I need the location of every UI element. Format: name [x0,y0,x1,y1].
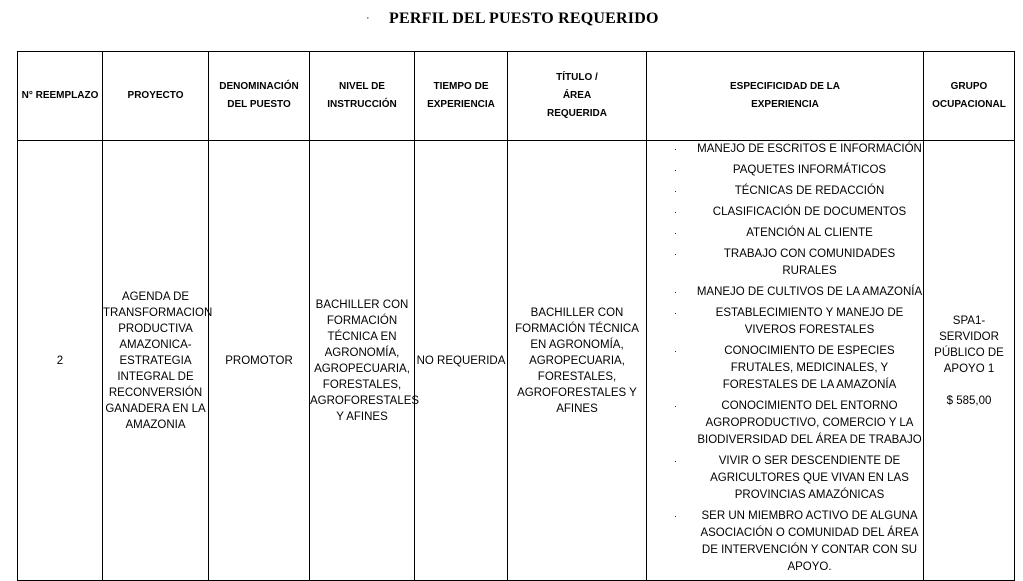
header-denominacion-line1: DENOMINACIÓN [219,81,299,92]
list-item-text: VIVIR O SER DESCENDIENTE DE AGRICULTORES QUE VIVAN EN LAS PROVINCIAS AMAZÓNICAS [710,455,909,501]
bullet-icon: · [674,511,677,521]
document-title: PERFIL DEL PUESTO REQUERIDO [389,10,659,27]
list-item-text: TÉCNICAS DE REDACCIÓN [734,185,885,197]
list-item [647,305,923,339]
bullet-icon: · [674,346,677,356]
list-item-text: TRABAJO CON COMUNIDADES RURALES [723,248,896,277]
list-item-text: MANEJO DE CULTIVOS DE LA AMAZONÍA [696,286,923,298]
cell-grupo [924,141,1015,581]
header-especificidad-line1: ESPECIFICIDAD DE LA [729,81,840,92]
cell-tiempo: NO REQUERIDA [415,141,508,581]
bullet-icon: · [674,401,677,411]
list-item [647,225,923,242]
bullet-icon: · [674,249,677,259]
list-item [647,508,923,576]
header-nivel-line1: NIVEL DE [339,81,385,92]
header-reemplazo-label: N° REEMPLAZO [21,90,99,101]
header-proyecto [103,52,209,141]
list-item-text: CONOCIMIENTO DEL ENTORNO AGROPRODUCTIVO, COMERCIO Y LA BIODIVERSIDAD DEL ÁREA DE TRABAJO [697,400,922,446]
list-item [647,343,923,394]
list-item [647,204,923,221]
especificidad-list [647,141,923,576]
bullet-icon: · [674,144,677,154]
bullet-icon: · [674,456,677,466]
header-especificidad [647,52,924,141]
cell-titulo: BACHILLER CON FORMACIÓN TÉCNICA EN AGRONOMÍA, AGROPECUARIA, FORESTALES, AGROFORESTALES Y AFINES [508,141,647,581]
list-item-text: CLASIFICACIÓN DE DOCUMENTOS [712,206,907,218]
list-item-text: MANEJO DE ESCRITOS E INFORMACIÓN [697,143,922,155]
header-proyecto-label: PROYECTO [127,90,184,101]
cell-reemplazo: 2 [18,141,103,581]
header-titulo-line3: REQUERIDA [546,108,607,119]
salary-value: $ 585,00 [946,394,992,407]
cell-nivel: BACHILLER CON FORMACIÓN TÉCNICA EN AGRONOMÍA, AGROPECUARIA, FORESTALES, AGROFORESTALES Y AFINES [310,141,415,581]
header-nivel [310,52,415,141]
header-grupo-line2: OCUPACIONAL [932,99,1006,110]
list-item [647,246,923,280]
cell-denominacion: PROMOTOR [209,141,310,581]
list-item [647,453,923,504]
list-item-text: ESTABLECIMIENTO Y MANEJO DE VIVEROS FORESTALES [715,307,904,336]
header-titulo-line1: TÍTULO / [556,72,598,83]
bullet-icon: · [674,165,677,175]
header-especificidad-line2: EXPERIENCIA [751,99,819,110]
list-item [647,162,923,179]
list-item [647,183,923,200]
list-item-text: CONOCIMIENTO DE ESPECIES FRUTALES, MEDICINALES, Y FORESTALES DE LA AMAZONÍA [722,345,897,391]
bullet-icon: · [674,287,677,297]
bullet-icon: · [674,207,677,217]
document-title-row [0,8,1023,34]
header-titulo [508,52,647,141]
header-row [18,52,1015,141]
header-denominacion-line2: DEL PUESTO [227,99,291,110]
cell-proyecto: AGENDA DE TRANSFORMACION PRODUCTIVA AMAZONICA-ESTRATEGIA INTEGRAL DE RECONVERSIÓN GANADERA EN LA AMAZONIA [103,141,209,581]
bullet-icon: · [674,308,677,318]
bullet-icon: · [674,186,677,196]
bullet-icon: · [674,228,677,238]
header-nivel-line2: INSTRUCCIÓN [327,99,397,110]
job-profile-table [17,51,1015,581]
header-grupo-line1: GRUPO [950,81,988,92]
header-tiempo [415,52,508,141]
list-item-text: SER UN MIEMBRO ACTIVO DE ALGUNA ASOCIACIÓN O COMUNIDAD DEL ÁREA DE INTERVENCIÓN Y CONTAR CON SU APOYO. [700,510,919,573]
header-reemplazo [18,52,103,141]
header-tiempo-line1: TIEMPO DE [433,81,489,92]
list-item [647,284,923,301]
title-bullet: · [366,12,370,24]
table-row [18,141,1015,581]
list-item-text: ATENCIÓN AL CLIENTE [746,227,873,239]
list-item [647,398,923,449]
cell-especificidad [647,141,924,581]
grupo-text: SPA1- SERVIDOR PÚBLICO DE APOYO 1 [934,314,1004,375]
header-tiempo-line2: EXPERIENCIA [427,99,495,110]
header-titulo-line2: ÁREA [562,90,592,101]
header-grupo [924,52,1015,141]
header-denominacion [209,52,310,141]
list-item [647,141,923,158]
list-item-text: PAQUETES INFORMÁTICOS [732,164,887,176]
